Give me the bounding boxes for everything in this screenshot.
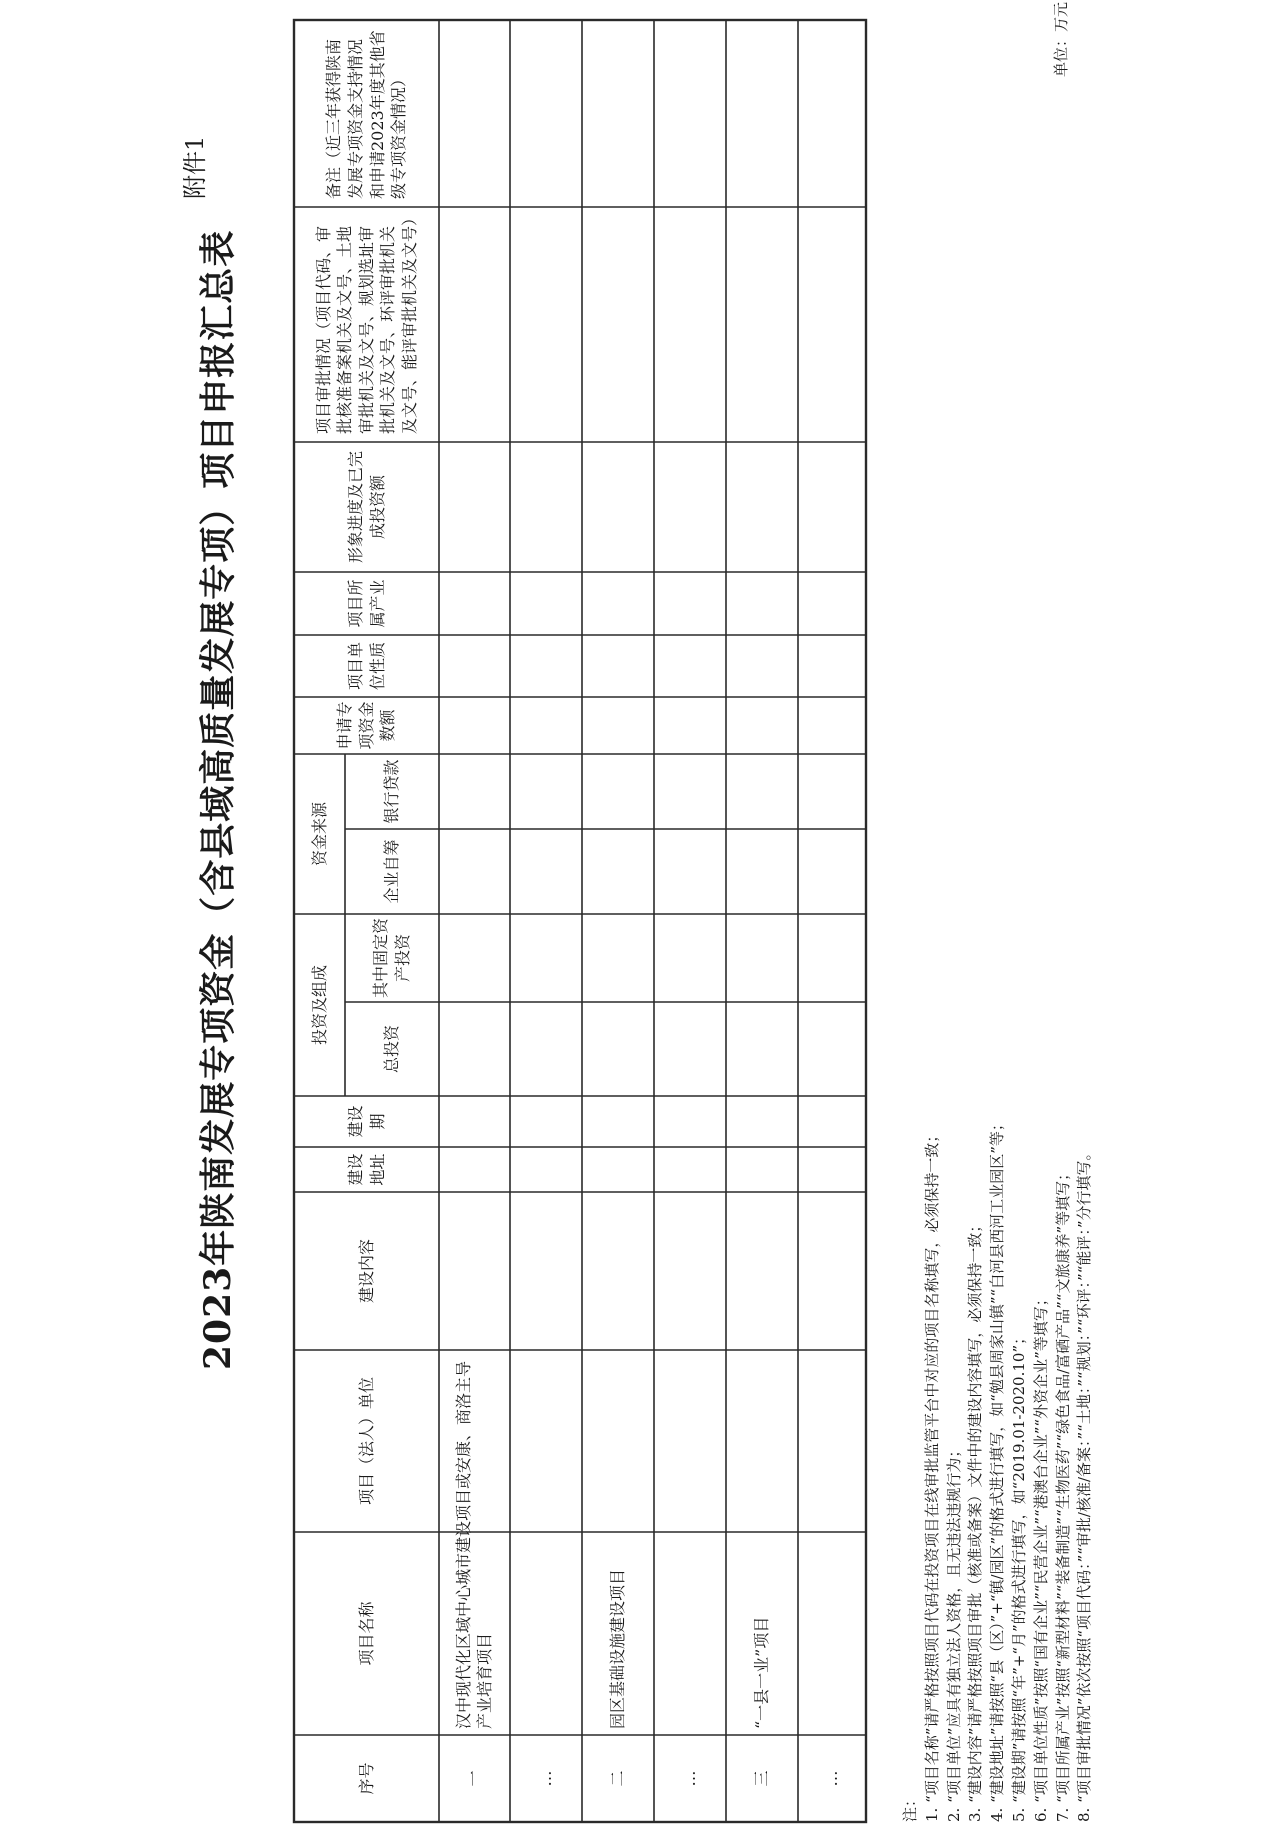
header-project-name: 项目名称 <box>356 1601 376 1666</box>
header-period: 建设期 <box>345 1105 387 1138</box>
attachment-label: 附件1 <box>181 135 209 199</box>
note-item: 3. “建设内容”请严格按照项目审批（核准或备案）文件中的建设内容填写，必须保持一致； <box>966 1217 985 1822</box>
header-self-raised: 企业自筹 <box>382 839 402 904</box>
header-progress: 形象进度及已完成投资额 <box>345 451 387 564</box>
notes-label: 注： <box>901 1791 919 1822</box>
note-item: 1. “项目名称”请严格按照项目代码在投资项目在线审批监管平台中对应的项目名称填写，必须保持一致； <box>922 1127 941 1822</box>
header-bank-loan: 银行贷款 <box>382 759 402 824</box>
header-address: 建设地址 <box>345 1153 387 1186</box>
header-fixed-asset-investment: 其中固定资产投资 <box>371 917 412 998</box>
row-4-seq: … <box>679 1770 699 1787</box>
row-3-name: 园区基础设施建设项目 <box>607 1568 627 1729</box>
note-item: 7. “项目所属产业”按照“新型材料”“装备制造”“生物医药”“绿色食品/富硒产品”“文旅康养”等填写； <box>1053 1165 1072 1822</box>
page-title: 2023年陕南发展专项资金（含县域高质量发展专项）项目申报汇总表 <box>197 229 239 1370</box>
row-2-seq: … <box>535 1770 555 1787</box>
unit-label: 单位：万元 <box>1052 1 1070 77</box>
row-6-seq: … <box>821 1770 841 1787</box>
note-item: 8. “项目审批情况”依次按照“项目代码：”“审批/核准/备案：”“土地：”“规划：”“环评：”“能评：”分行填写。 <box>1075 1145 1094 1822</box>
note-item: 6. “项目单位性质”按照“国有企业”“民营企业”“港澳台企业”“外资企业”等填写； <box>1031 1291 1050 1822</box>
header-approval: 项目审批情况（项目代码、审批核准备案机关及文号、土地审批机关及文号、规划选址审批机关及文号、环评审批机关及文号、能评审批机关及文号） <box>313 209 419 434</box>
row-2-name <box>510 1350 582 1735</box>
header-applied-funds: 申请专项资金数额 <box>335 701 398 750</box>
header-remarks: 备注（近三年获得陕南发展专项资金支持情况和申请2023年度其他省级专项资金情况） <box>324 30 409 199</box>
row-4-name <box>654 1350 726 1735</box>
header-funding-group: 资金来源 <box>309 802 329 867</box>
note-item: 2. “项目单位”应具有独立法人资格，且无违法违规行为； <box>944 1442 963 1822</box>
header-industry: 项目所属产业 <box>345 579 387 628</box>
header-seq: 序号 <box>356 1762 376 1795</box>
note-item: 4. “建设地址”请按照“县（区）”+“镇/园区”的格式进行填写，如“勉县周家山镇”“白河县西河工业园区”等； <box>988 1116 1007 1822</box>
header-unit-owner: 项目（法人）单位 <box>356 1377 376 1506</box>
notes-block <box>900 1116 1096 1822</box>
header-content: 建设内容 <box>356 1239 376 1304</box>
row-1-name: 汉中现代化区域中心城市建设项目或安康、商洛主导产业培育项目 <box>453 1360 494 1729</box>
row-5-name: “一县一业”项目 <box>751 1616 771 1729</box>
row-3-seq: 二 <box>607 1770 627 1787</box>
header-investment-group: 投资及组成 <box>309 965 329 1046</box>
note-item: 5. “建设期”请按照“年”+“月”的格式进行填写，如“2019.01-2020.10”； <box>1009 1329 1028 1822</box>
row-6-name <box>798 1350 866 1735</box>
row-1-seq: 一 <box>464 1770 484 1787</box>
header-total-investment: 总投资 <box>382 1025 402 1074</box>
header-unit-nature: 项目单位性质 <box>345 642 387 691</box>
row-5-seq: 三 <box>751 1770 771 1787</box>
